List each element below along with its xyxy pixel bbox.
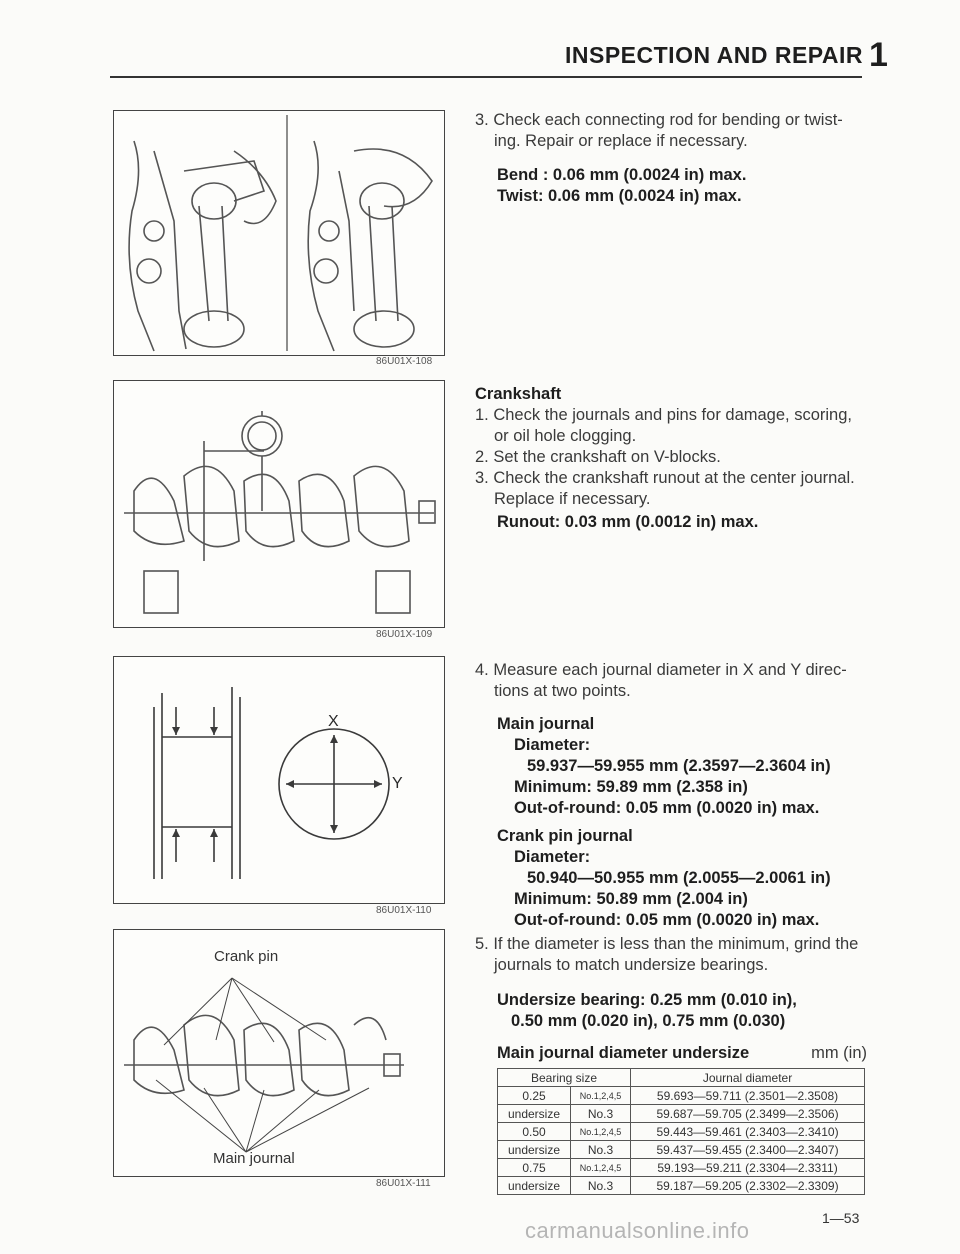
header-rule [110, 76, 862, 78]
bearing-size-word: undersize [498, 1105, 571, 1123]
axis-label-x: X [328, 713, 339, 730]
table-unit: mm (in) [811, 1044, 867, 1062]
main-diameter-value: 59.937—59.955 mm (2.3597—2.3604 in) [527, 757, 831, 775]
step-4-line: 4. Measure each journal diameter in X and Y direc- [475, 661, 847, 679]
step-2: 2. Set the crankshaft on V-blocks. [475, 448, 721, 466]
journal-number: No.3 [571, 1141, 631, 1159]
col-header-journal: Journal diameter [631, 1069, 865, 1087]
table-title-row [497, 1044, 867, 1063]
figure-journal-measurement [113, 656, 445, 904]
step-3-line: 3. Check each connecting rod for bending or twist- [475, 111, 843, 129]
crank-pin-specs [497, 826, 831, 931]
figure-caption: 86U01X-110 [376, 905, 432, 916]
figure-caption: 86U01X-109 [376, 629, 433, 640]
journal-diameter: 59.687—59.705 (2.3499—2.3506) [631, 1105, 865, 1123]
journal-diameter: 59.693—59.711 (2.3501—2.3508) [631, 1087, 865, 1105]
step-3-line: 3. Check the crankshaft runout at the center journal. [475, 469, 855, 487]
journal-diameter: 59.193—59.211 (2.3304—2.3311) [631, 1159, 865, 1177]
conrod-illustration [114, 111, 444, 355]
crank-pin-heading: Crank pin journal [497, 827, 633, 845]
bearing-size: 0.50 [498, 1123, 571, 1141]
undersize-spec [497, 990, 797, 1032]
spec-twist: Twist: 0.06 mm (0.0024 in) max. [497, 187, 742, 205]
pin-out-of-round: Out-of-round: 0.05 mm (0.0020 in) max. [514, 911, 820, 929]
table-row [498, 1177, 865, 1195]
figure-caption: 86U01X-108 [376, 356, 433, 367]
label-main-journal: Main journal [213, 1150, 295, 1167]
step-5-line: journals to match undersize bearings. [494, 956, 769, 974]
main-journal-specs [497, 714, 831, 819]
journal-number: No.1,2,4,5 [571, 1159, 631, 1177]
chapter-number: 1 [869, 36, 889, 74]
section-conrod [475, 110, 875, 152]
bearing-size: 0.75 [498, 1159, 571, 1177]
bearing-size-word: undersize [498, 1177, 571, 1195]
figure-conrod-check [113, 110, 445, 356]
section-grind [475, 934, 885, 976]
label-crank-pin: Crank pin [214, 948, 279, 965]
pin-diameter-value: 50.940—50.955 mm (2.0055—2.0061 in) [527, 869, 831, 887]
step-1-line: 1. Check the journals and pins for damage, scoring, [475, 406, 852, 424]
step-3-line: Replace if necessary. [494, 490, 651, 508]
undersize-table [497, 1068, 865, 1195]
page-header [565, 36, 888, 75]
table-row [498, 1141, 865, 1159]
journal-number: No.1,2,4,5 [571, 1123, 631, 1141]
journal-number: No.1,2,4,5 [571, 1087, 631, 1105]
page-number: 1—53 [822, 1210, 860, 1226]
step-3-line: ing. Repair or replace if necessary. [494, 132, 748, 150]
step-5-line: 5. If the diameter is less than the minimum, grind the [475, 935, 859, 953]
figure-crankshaft-runout [113, 380, 445, 628]
section-crankshaft [475, 384, 875, 510]
spec-block [497, 165, 746, 207]
bearing-size-word: undersize [498, 1141, 571, 1159]
journal-number: No.3 [571, 1105, 631, 1123]
journal-diameter: 59.443—59.461 (2.3403—2.3410) [631, 1123, 865, 1141]
crankshaft-parts-illustration [114, 930, 444, 1176]
table-row [498, 1159, 865, 1177]
main-out-of-round: Out-of-round: 0.05 mm (0.0020 in) max. [514, 799, 820, 817]
main-diameter-label: Diameter: [514, 736, 591, 754]
figure-crankshaft-parts [113, 929, 445, 1177]
axis-label-y: Y [392, 775, 403, 792]
journal-diameter: 59.437—59.455 (2.3400—2.3407) [631, 1141, 865, 1159]
header-title: INSPECTION AND REPAIR [565, 42, 864, 68]
spec-bend: Bend : 0.06 mm (0.0024 in) max. [497, 166, 747, 184]
table-title: Main journal diameter undersize [497, 1044, 750, 1062]
table-header-row [498, 1069, 865, 1087]
spec-runout: Runout: 0.03 mm (0.0012 in) max. [497, 513, 759, 531]
bearing-size: 0.25 [498, 1087, 571, 1105]
undersize-line: Undersize bearing: 0.25 mm (0.010 in), [497, 991, 797, 1009]
pin-minimum: Minimum: 50.89 mm (2.004 in) [514, 890, 748, 908]
table-row [498, 1087, 865, 1105]
journal-diameter: 59.187—59.205 (2.3302—2.3309) [631, 1177, 865, 1195]
col-header-bearing: Bearing size [498, 1069, 631, 1087]
crankshaft-heading: Crankshaft [475, 385, 562, 403]
crankshaft-runout-illustration [114, 381, 444, 627]
undersize-line: 0.50 mm (0.020 in), 0.75 mm (0.030) [511, 1012, 786, 1030]
main-journal-heading: Main journal [497, 715, 595, 733]
pin-diameter-label: Diameter: [514, 848, 591, 866]
section-measure [475, 660, 875, 702]
table-row [498, 1123, 865, 1141]
figure-caption: 86U01X-111 [376, 1178, 431, 1189]
step-1-line: or oil hole clogging. [494, 427, 637, 445]
watermark: carmanualsonline.info [525, 1218, 750, 1243]
journal-number: No.3 [571, 1177, 631, 1195]
step-4-line: tions at two points. [494, 682, 631, 700]
main-minimum: Minimum: 59.89 mm (2.358 in) [514, 778, 748, 796]
table-row [498, 1105, 865, 1123]
